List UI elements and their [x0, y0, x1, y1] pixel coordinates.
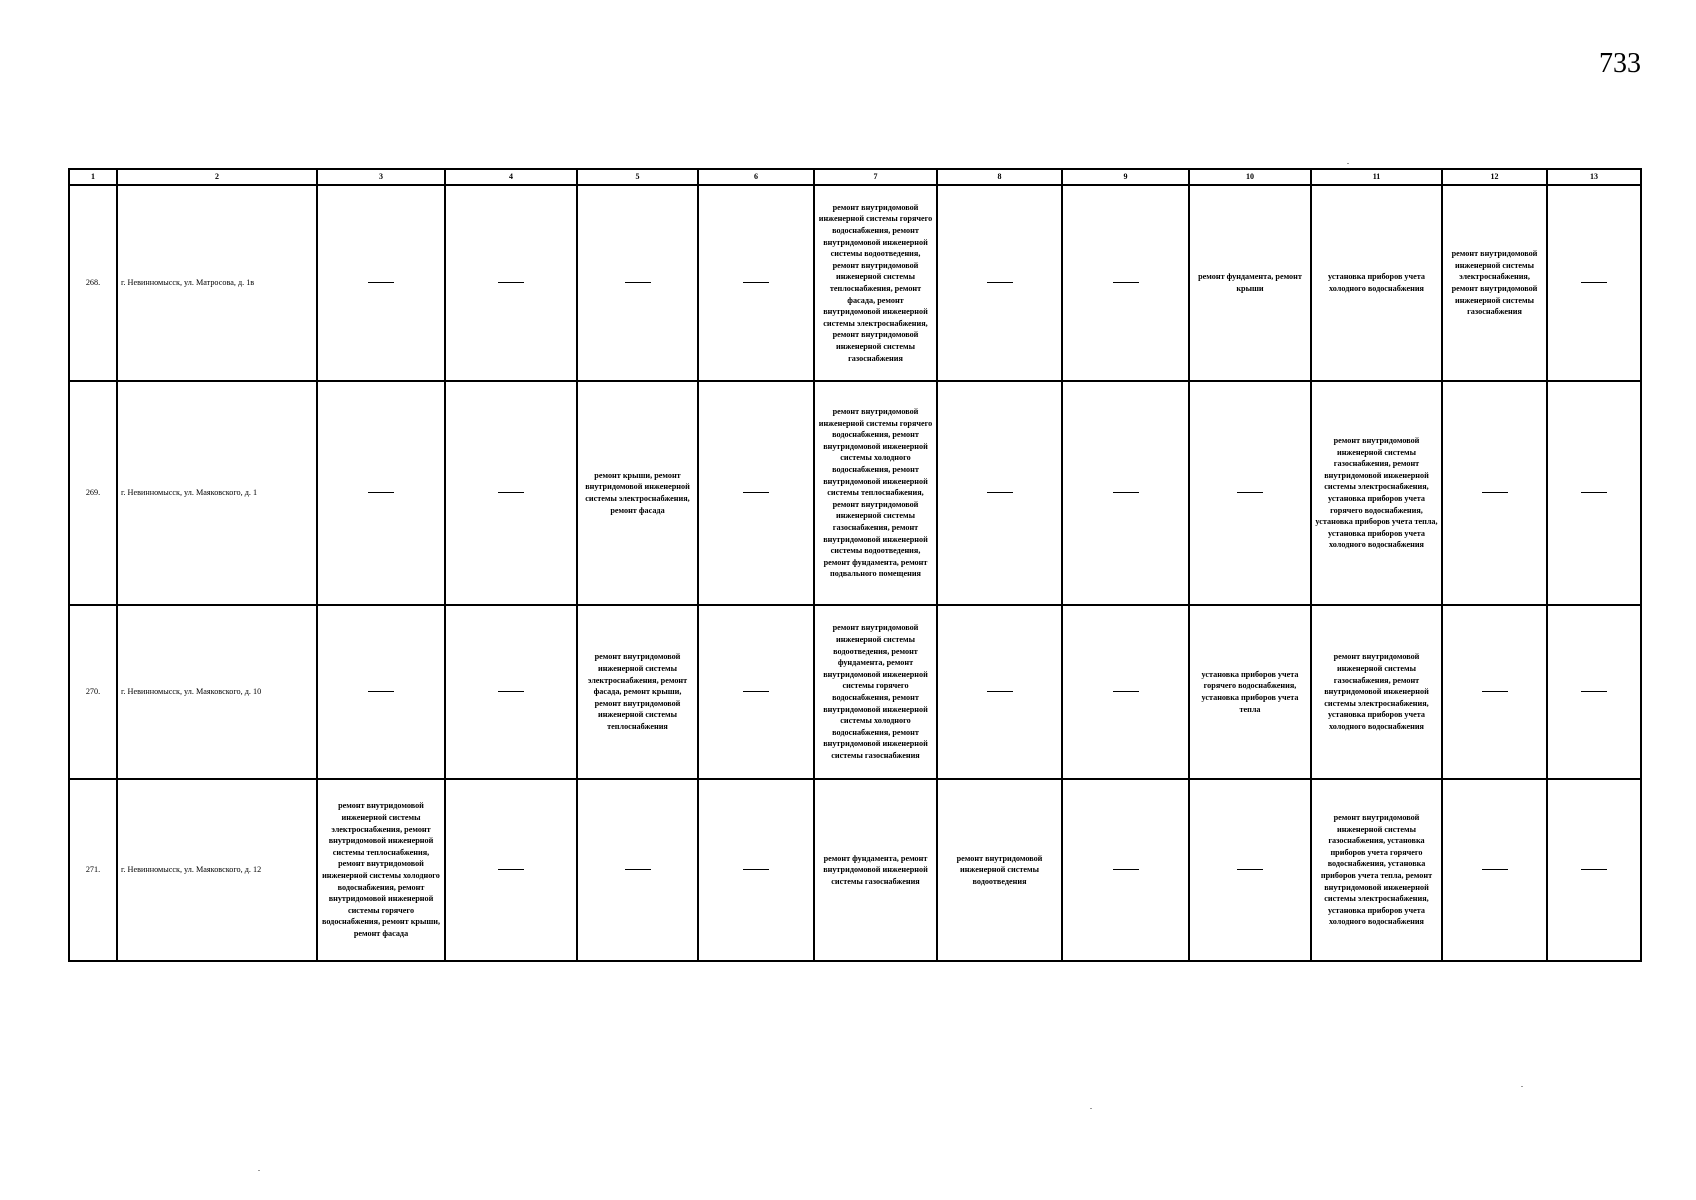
empty-dash — [743, 869, 769, 870]
cell-col3 — [317, 185, 445, 381]
row-number: 271. — [69, 779, 117, 961]
column-header: 11 — [1311, 169, 1442, 185]
address-cell: г. Невинномысск, ул. Матросова, д. 1в — [117, 185, 317, 381]
column-header: 3 — [317, 169, 445, 185]
row-number: 270. — [69, 605, 117, 779]
cell-col3 — [317, 381, 445, 605]
empty-dash — [987, 492, 1013, 493]
cell-col11: установка приборов учета холодного водоснабжения — [1311, 185, 1442, 381]
empty-dash — [498, 492, 524, 493]
column-header: 1 — [69, 169, 117, 185]
table-row — [69, 779, 1641, 961]
empty-dash — [1237, 869, 1263, 870]
column-header: 10 — [1189, 169, 1311, 185]
scan-speck — [1090, 1108, 1092, 1109]
cell-col13 — [1547, 381, 1641, 605]
empty-dash — [625, 869, 651, 870]
empty-dash — [368, 492, 394, 493]
empty-dash — [987, 282, 1013, 283]
cell-col11: ремонт внутридомовой инженерной системы газоснабжения, ремонт внутридомовой инженерной системы электроснабжения, установка приборов учета горячего водоснабжения, установка приборов учета тепла, установка приборов учета холодного водоснабжения — [1311, 381, 1442, 605]
column-header: 9 — [1062, 169, 1189, 185]
cell-col5: ремонт крыши, ремонт внутридомовой инженерной системы электроснабжения, ремонт фасада — [577, 381, 698, 605]
cell-col13 — [1547, 605, 1641, 779]
empty-dash — [498, 691, 524, 692]
cell-col11: ремонт внутридомовой инженерной системы газоснабжения, установка приборов учета горячего водоснабжения, установка приборов учета тепла, ремонт внутридомовой инженерной системы электроснабжения, установка приборов учета холодного водоснабжения — [1311, 779, 1442, 961]
cell-col4 — [445, 381, 577, 605]
cell-col12 — [1442, 381, 1547, 605]
empty-dash — [1581, 492, 1607, 493]
cell-col3: ремонт внутридомовой инженерной системы электроснабжения, ремонт внутридомовой инженерной системы теплоснабжения, ремонт внутридомовой инженерной системы холодного водоснабжения, ремонт внутридомовой инженерной системы горячего водоснабжения, ремонт крыши, ремонт фасада — [317, 779, 445, 961]
cell-col12 — [1442, 605, 1547, 779]
cell-col9 — [1062, 381, 1189, 605]
column-header: 8 — [937, 169, 1062, 185]
empty-dash — [498, 869, 524, 870]
cell-col9 — [1062, 185, 1189, 381]
page-number: 733 — [1599, 48, 1641, 79]
table-row — [69, 605, 1641, 779]
column-number-row — [69, 169, 1641, 185]
column-header: 12 — [1442, 169, 1547, 185]
address-cell: г. Невинномысск, ул. Маяковского, д. 1 — [117, 381, 317, 605]
empty-dash — [987, 691, 1013, 692]
column-header: 7 — [814, 169, 937, 185]
empty-dash — [1113, 869, 1139, 870]
cell-col9 — [1062, 605, 1189, 779]
empty-dash — [743, 492, 769, 493]
empty-dash — [1581, 282, 1607, 283]
empty-dash — [1482, 492, 1508, 493]
cell-col5 — [577, 185, 698, 381]
empty-dash — [1581, 869, 1607, 870]
column-header: 4 — [445, 169, 577, 185]
column-header: 5 — [577, 169, 698, 185]
scan-speck — [1347, 163, 1349, 164]
empty-dash — [1113, 691, 1139, 692]
address-cell: г. Невинномысск, ул. Маяковского, д. 10 — [117, 605, 317, 779]
cell-col12: ремонт внутридомовой инженерной системы электроснабжения, ремонт внутридомовой инженерной системы газоснабжения — [1442, 185, 1547, 381]
empty-dash — [368, 282, 394, 283]
empty-dash — [1482, 691, 1508, 692]
empty-dash — [1482, 869, 1508, 870]
cell-col10: установка приборов учета горячего водоснабжения, установка приборов учета тепла — [1189, 605, 1311, 779]
table-row — [69, 381, 1641, 605]
empty-dash — [1237, 492, 1263, 493]
cell-col4 — [445, 779, 577, 961]
address-cell: г. Невинномысск, ул. Маяковского, д. 12 — [117, 779, 317, 961]
empty-dash — [498, 282, 524, 283]
cell-col6 — [698, 779, 814, 961]
capital-repair-table — [68, 168, 1642, 962]
cell-col5: ремонт внутридомовой инженерной системы электроснабжения, ремонт фасада, ремонт крыши, ремонт внутридомовой инженерной системы теплоснабжения — [577, 605, 698, 779]
cell-col7: ремонт внутридомовой инженерной системы горячего водоснабжения, ремонт внутридомовой инженерной системы холодного водоснабжения, ремонт внутридомовой инженерной системы теплоснабжения, ремонт внутридомовой инженерной системы газоснабжения, ремонт внутридомовой инженерной системы водоотведения, ремонт фундамента, ремонт подвального помещения — [814, 381, 937, 605]
cell-col8 — [937, 185, 1062, 381]
cell-col4 — [445, 185, 577, 381]
cell-col10 — [1189, 381, 1311, 605]
cell-col3 — [317, 605, 445, 779]
column-header: 6 — [698, 169, 814, 185]
scan-speck — [1521, 1086, 1523, 1087]
cell-col8 — [937, 605, 1062, 779]
cell-col10: ремонт фундамента, ремонт крыши — [1189, 185, 1311, 381]
table-row — [69, 185, 1641, 381]
cell-col13 — [1547, 779, 1641, 961]
scan-speck — [258, 1170, 260, 1171]
column-header: 2 — [117, 169, 317, 185]
cell-col11: ремонт внутридомовой инженерной системы газоснабжения, ремонт внутридомовой инженерной системы электроснабжения, установка приборов учета холодного водоснабжения — [1311, 605, 1442, 779]
empty-dash — [1113, 282, 1139, 283]
empty-dash — [1581, 691, 1607, 692]
row-number: 268. — [69, 185, 117, 381]
cell-col10 — [1189, 779, 1311, 961]
cell-col9 — [1062, 779, 1189, 961]
empty-dash — [743, 691, 769, 692]
empty-dash — [625, 282, 651, 283]
cell-col4 — [445, 605, 577, 779]
cell-col8: ремонт внутридомовой инженерной системы водоотведения — [937, 779, 1062, 961]
cell-col7: ремонт фундамента, ремонт внутридомовой инженерной системы газоснабжения — [814, 779, 937, 961]
empty-dash — [743, 282, 769, 283]
cell-col6 — [698, 605, 814, 779]
cell-col8 — [937, 381, 1062, 605]
cell-col6 — [698, 381, 814, 605]
cell-col13 — [1547, 185, 1641, 381]
cell-col7: ремонт внутридомовой инженерной системы водоотведения, ремонт фундамента, ремонт внутридомовой инженерной системы горячего водоснабжения, ремонт внутридомовой инженерной системы холодного водоснабжения, ремонт внутридомовой инженерной системы газоснабжения — [814, 605, 937, 779]
cell-col12 — [1442, 779, 1547, 961]
column-header: 13 — [1547, 169, 1641, 185]
empty-dash — [368, 691, 394, 692]
cell-col6 — [698, 185, 814, 381]
cell-col5 — [577, 779, 698, 961]
cell-col7: ремонт внутридомовой инженерной системы горячего водоснабжения, ремонт внутридомовой инженерной системы водоотведения, ремонт внутридомовой инженерной системы теплоснабжения, ремонт фасада, ремонт внутридомовой инженерной системы электроснабжения, ремонт внутридомовой инженерной системы газоснабжения — [814, 185, 937, 381]
row-number: 269. — [69, 381, 117, 605]
empty-dash — [1113, 492, 1139, 493]
